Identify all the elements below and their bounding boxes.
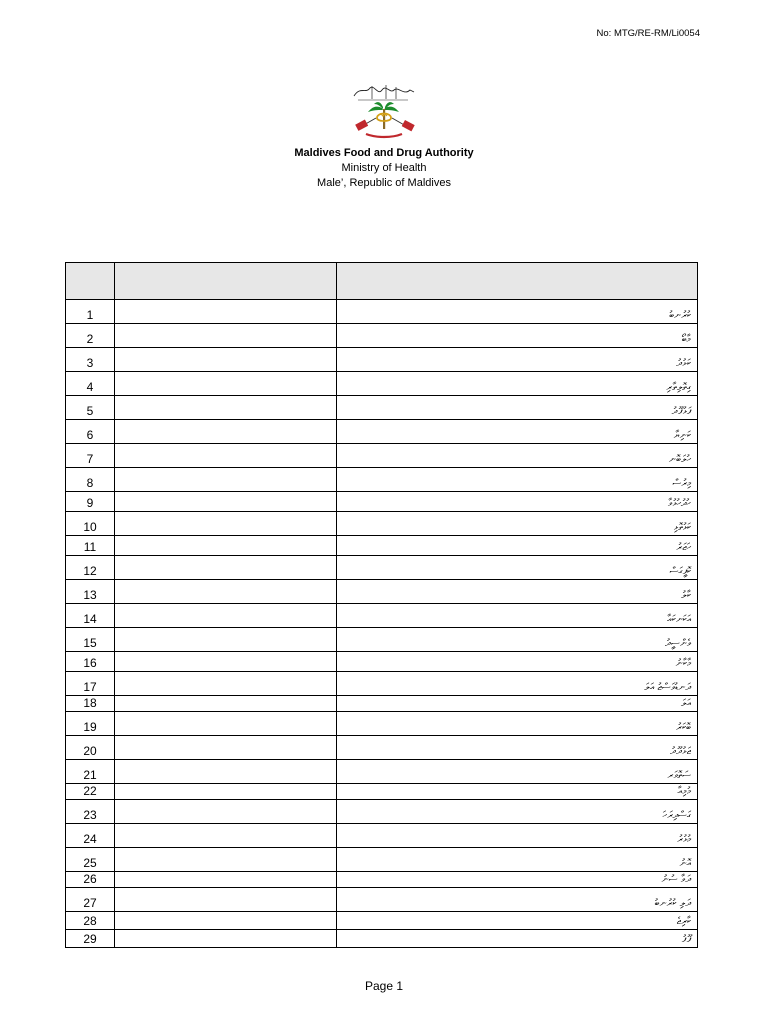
table-row [66, 628, 698, 652]
row-blank-cell [115, 468, 337, 492]
row-blank-cell [115, 580, 337, 604]
table-row [66, 848, 698, 872]
header-cell-blank [115, 263, 337, 300]
row-blank-cell [115, 492, 337, 512]
row-blank-cell [115, 930, 337, 948]
table-row [66, 396, 698, 420]
row-blank-cell [115, 888, 337, 912]
row-blank-cell [115, 712, 337, 736]
table-row [66, 300, 698, 324]
row-number: 13 [66, 580, 115, 604]
row-number: 1 [66, 300, 115, 324]
row-dhivehi-name: ދަނޑުވަސްޖު އަލަ [337, 672, 698, 696]
row-dhivehi-name: ހަޖަރު [337, 536, 698, 556]
row-number: 15 [66, 628, 115, 652]
row-number: 6 [66, 420, 115, 444]
page-number: Page 1 [364, 979, 404, 993]
row-number: 11 [66, 536, 115, 556]
row-number: 26 [66, 872, 115, 888]
row-dhivehi-name: މުމިއާ [337, 784, 698, 800]
table-row [66, 372, 698, 396]
row-dhivehi-name: ކަޅުތޮޅި [337, 512, 698, 536]
row-number: 27 [66, 888, 115, 912]
row-dhivehi-name: ކަނިޔާ [337, 420, 698, 444]
table-row [66, 872, 698, 888]
authority-name: Maldives Food and Drug Authority [294, 147, 474, 159]
row-number: 28 [66, 912, 115, 930]
row-dhivehi-name: ކުރުނބު [337, 300, 698, 324]
row-blank-cell [115, 556, 337, 580]
row-dhivehi-name: މިރުސް [337, 468, 698, 492]
row-blank-cell [115, 652, 337, 672]
header-cell-name [337, 263, 698, 300]
row-number: 12 [66, 556, 115, 580]
row-dhivehi-name: މާބޯ [337, 324, 698, 348]
row-blank-cell [115, 912, 337, 930]
row-blank-cell [115, 872, 337, 888]
row-dhivehi-name: ކޮފީގަސް [337, 556, 698, 580]
row-dhivehi-name: ބޮކަރު [337, 712, 698, 736]
row-dhivehi-name: ގަސްދިރަހަ [337, 800, 698, 824]
row-number: 4 [66, 372, 115, 396]
table-row [66, 930, 698, 948]
row-dhivehi-name: ދަލި ކުރުނބު [337, 888, 698, 912]
row-dhivehi-name: ފޫފު [337, 930, 698, 948]
row-dhivehi-name: އަލަ [337, 696, 698, 712]
row-number: 16 [66, 652, 115, 672]
row-blank-cell [115, 444, 337, 468]
row-blank-cell [115, 696, 337, 712]
table-row [66, 324, 698, 348]
row-number: 20 [66, 736, 115, 760]
row-number: 29 [66, 930, 115, 948]
row-number: 24 [66, 824, 115, 848]
row-blank-cell [115, 604, 337, 628]
address-line: Male’, Republic of Maldives [317, 177, 451, 189]
table-row [66, 912, 698, 930]
row-blank-cell [115, 536, 337, 556]
row-number: 19 [66, 712, 115, 736]
table-row [66, 556, 698, 580]
ingredient-list-table [65, 262, 698, 948]
table-row [66, 512, 698, 536]
row-dhivehi-name: ކާރިޖެ [337, 912, 698, 930]
row-number: 17 [66, 672, 115, 696]
row-blank-cell [115, 824, 337, 848]
row-number: 18 [66, 696, 115, 712]
table-row [66, 492, 698, 512]
row-dhivehi-name: ކާލު [337, 580, 698, 604]
row-dhivehi-name: ކަޅުދު [337, 348, 698, 372]
row-blank-cell [115, 420, 337, 444]
table-row [66, 348, 698, 372]
row-blank-cell [115, 300, 337, 324]
row-dhivehi-name: އަކަނކައާ [337, 604, 698, 628]
row-blank-cell [115, 784, 337, 800]
row-number: 25 [66, 848, 115, 872]
row-blank-cell [115, 348, 337, 372]
row-number: 23 [66, 800, 115, 824]
row-blank-cell [115, 760, 337, 784]
authority-header [0, 146, 768, 191]
table-row [66, 444, 698, 468]
row-blank-cell [115, 800, 337, 824]
row-dhivehi-name: ފަޅުފޫދު [337, 396, 698, 420]
row-dhivehi-name: ވެންސީދު [337, 628, 698, 652]
table-row [66, 784, 698, 800]
row-blank-cell [115, 324, 337, 348]
row-dhivehi-name: އޮނު [337, 848, 698, 872]
row-dhivehi-name: ހުދުހުޅުވާ [337, 492, 698, 512]
row-blank-cell [115, 512, 337, 536]
table-row [66, 580, 698, 604]
row-blank-cell [115, 848, 337, 872]
table-row [66, 672, 698, 696]
row-number: 3 [66, 348, 115, 372]
maldives-state-emblem-icon [352, 82, 418, 144]
row-number: 21 [66, 760, 115, 784]
row-dhivehi-name: މުޅުރު [337, 824, 698, 848]
row-number: 2 [66, 324, 115, 348]
table-row [66, 652, 698, 672]
row-dhivehi-name: ޖަޅުދޫދު [337, 736, 698, 760]
row-dhivehi-name: ހުލަބޮނ [337, 444, 698, 468]
row-dhivehi-name: މާކާނު [337, 652, 698, 672]
row-blank-cell [115, 672, 337, 696]
ministry-name: Ministry of Health [341, 162, 427, 174]
table-row [66, 800, 698, 824]
row-number: 10 [66, 512, 115, 536]
row-blank-cell [115, 628, 337, 652]
table-row [66, 468, 698, 492]
row-dhivehi-name: ގިތޮލިތާރި [337, 372, 698, 396]
row-number: 22 [66, 784, 115, 800]
table-row [66, 824, 698, 848]
table-row [66, 760, 698, 784]
row-number: 5 [66, 396, 115, 420]
table-row [66, 888, 698, 912]
table-row [66, 696, 698, 712]
row-number: 9 [66, 492, 115, 512]
table-row [66, 536, 698, 556]
row-number: 8 [66, 468, 115, 492]
row-dhivehi-name: ސަތޮވަރ [337, 760, 698, 784]
table-header-row [66, 263, 698, 300]
header-cell-number [66, 263, 115, 300]
row-number: 7 [66, 444, 115, 468]
table-body [66, 300, 698, 948]
row-dhivehi-name: ދަވާ ސުނު [337, 872, 698, 888]
row-blank-cell [115, 372, 337, 396]
document-number: No: MTG/RE-RM/Li0054 [596, 28, 700, 39]
table-row [66, 736, 698, 760]
table-row [66, 604, 698, 628]
table-row [66, 420, 698, 444]
row-blank-cell [115, 736, 337, 760]
row-blank-cell [115, 396, 337, 420]
row-number: 14 [66, 604, 115, 628]
table-row [66, 712, 698, 736]
